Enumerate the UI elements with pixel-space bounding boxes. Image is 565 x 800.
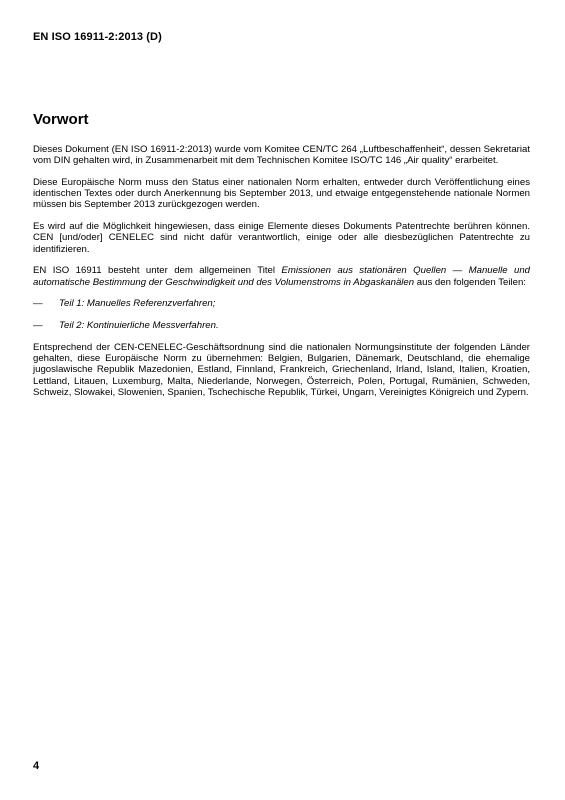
list-item bbox=[33, 298, 530, 309]
list-dash: — bbox=[33, 320, 43, 332]
parts-intro-text: EN ISO 16911 besteht unter dem allgemeinen Titel bbox=[33, 265, 282, 277]
list-item-text: Teil 2: Kontinuierliche Messverfahren. bbox=[59, 320, 219, 332]
list-item-text: Teil 1: Manuelles Referenzverfahren; bbox=[59, 298, 216, 310]
series-title: Emissionen aus stationären Quellen — Manuelle und automatische Bestimmung der Geschwindigkeit und des Volumenstroms in Abgaskanälen bbox=[33, 265, 530, 288]
list-dash: — bbox=[33, 298, 43, 310]
document-header: EN ISO 16911-2:2013 (D) bbox=[33, 31, 162, 43]
paragraph-patents: Es wird auf die Möglichkeit hingewiesen, dass einige Elemente dieses Dokuments Patentrechte berühren können. CEN [und/oder] CENELEC sind nicht dafür verantwortlich, einige oder alle diesbezüglichen Patentrechte zu identifizieren. bbox=[33, 221, 530, 255]
parts-outro-text: aus den folgenden Teilen: bbox=[414, 276, 526, 288]
paragraph-committee: Dieses Dokument (EN ISO 16911-2:2013) wurde vom Komitee CEN/TC 264 „Luftbeschaffenheit“, dessen Sekretariat vom DIN gehalten wird, in Zusammenarbeit mit dem Technischen Komitee ISO/TC 146 „Air quality“ erarbeitet. bbox=[33, 144, 530, 167]
list-item bbox=[33, 320, 530, 331]
paragraph-parts bbox=[33, 265, 530, 287]
page-title: Vorwort bbox=[33, 111, 89, 128]
paragraph-status: Diese Europäische Norm muss den Status einer nationalen Norm erhalten, entweder durch Veröffentlichung eines identischen Textes oder durch Anerkennung bis September 2013, und etwaige entgegenstehende nationale Normen müssen bis September 2013 zurückgezogen werden. bbox=[33, 177, 530, 211]
document-body bbox=[33, 144, 530, 409]
paragraph-countries: Entsprechend der CEN-CENELEC-Geschäftsordnung sind die nationalen Normungsinstitute der folgenden Länder gehalten, diese Europäische Norm zu übernehmen: Belgien, Bulgarien, Dänemark, Deutschland, die ehemalige jugoslawische Republik Mazedonien, Estland, Finnland, Frankreich, Griechenland, Irland, Island, Italien, Kroatien, Lettland, Litauen, Luxemburg, Malta, Niederlande, Norwegen, Österreich, Polen, Portugal, Rumänien, Schweden, Schweiz, Slowakei, Slowenien, Spanien, Tschechische Republik, Türkei, Ungarn, Vereinigtes Königreich und Zypern. bbox=[33, 342, 530, 398]
page-number: 4 bbox=[33, 760, 40, 772]
